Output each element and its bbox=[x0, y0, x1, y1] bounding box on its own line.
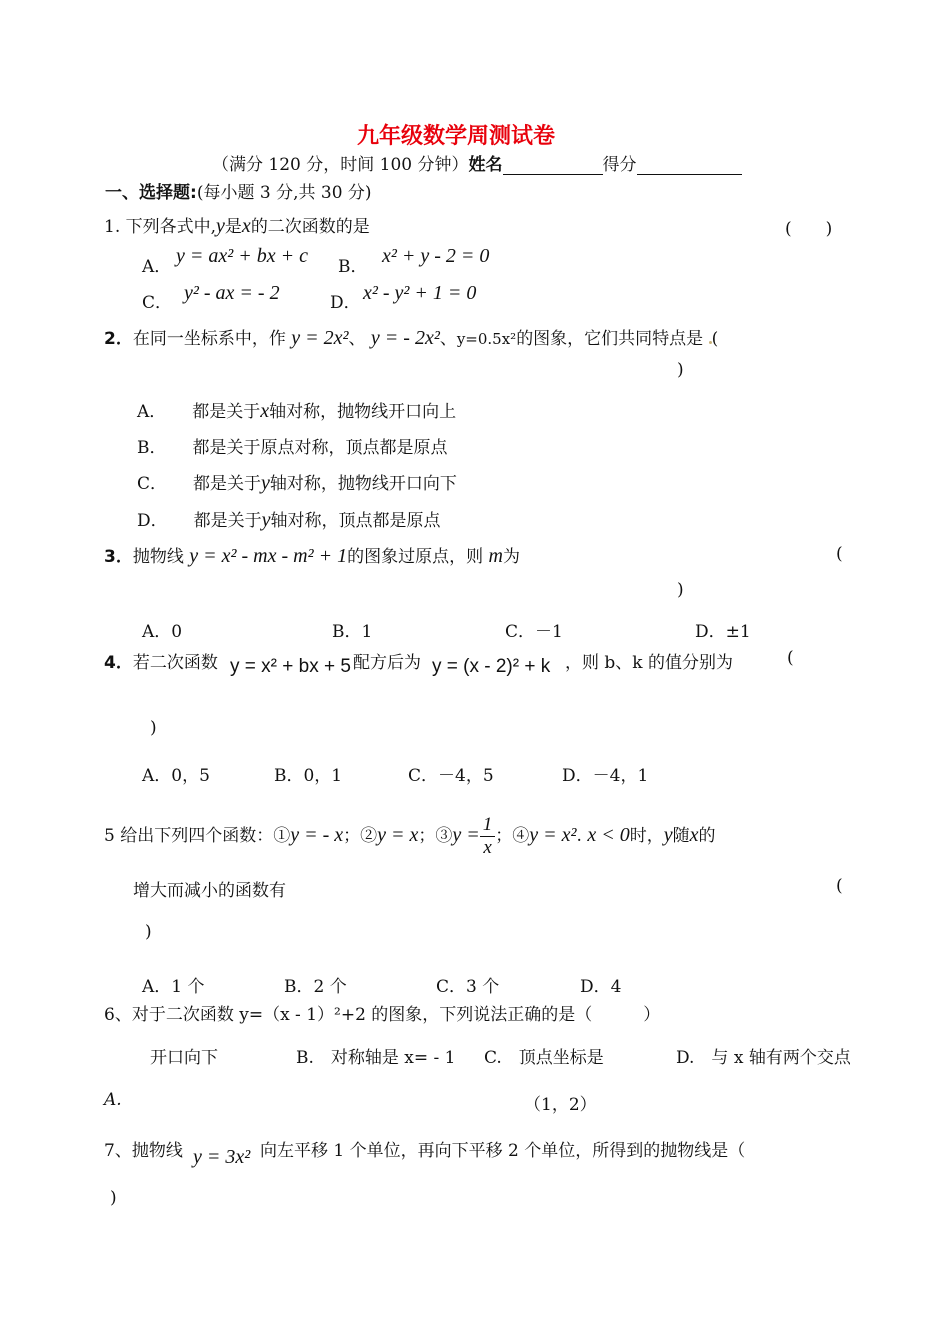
q2-option-d-label: D． bbox=[137, 511, 168, 531]
q2-paren-close[interactable]: ) bbox=[677, 360, 684, 380]
q2-option-c-var: y bbox=[261, 472, 270, 494]
q6-option-b[interactable]: B. 对称轴是 x= - 1 bbox=[296, 1048, 456, 1068]
q3-stem-c: 为 bbox=[502, 547, 520, 567]
q1-is: 是 bbox=[224, 217, 242, 237]
q2-option-b-text: 都是关于原点对称，顶点都是原点 bbox=[192, 438, 448, 458]
q2-sep-1: 、 bbox=[348, 329, 366, 349]
q1-option-c-label: C． bbox=[142, 293, 173, 313]
q2-option-b-label: B． bbox=[137, 438, 167, 458]
q1-option-b[interactable]: x² + y - 2 = 0 bbox=[382, 245, 490, 267]
q4-stem-a: 若二次函数 bbox=[132, 653, 218, 673]
q3-option-a[interactable]: A．0 bbox=[142, 622, 183, 642]
q3-var-m: m bbox=[488, 545, 503, 567]
q2-paren-open[interactable]: ( bbox=[711, 329, 719, 349]
q5-fraction-denominator: x bbox=[483, 837, 492, 858]
question-5-stem bbox=[104, 814, 716, 859]
q2-option-b[interactable] bbox=[137, 433, 448, 458]
q2-option-c-text-b: 轴对称，抛物线开口向下 bbox=[269, 474, 457, 494]
q4-formula-1: y = x² + bx + 5 bbox=[230, 656, 351, 677]
q4-formula-2: y = (x - 2)² + k bbox=[432, 656, 551, 677]
q3-formula: y = x² - mx - m² + 1 bbox=[189, 545, 348, 567]
q2-option-a-text-b: 轴对称，抛物线开口向上 bbox=[269, 402, 457, 422]
score-label: 得分 bbox=[602, 155, 637, 175]
q3-paren-open[interactable]: ( bbox=[836, 544, 843, 564]
q5-stem-c: 随 bbox=[672, 826, 690, 846]
question-1-stem bbox=[104, 212, 370, 238]
q2-option-a-var: x bbox=[260, 400, 270, 422]
question-4-stem bbox=[104, 648, 218, 673]
q3-stem-a: 抛物线 bbox=[132, 547, 184, 567]
q3-option-d[interactable]: D．±1 bbox=[695, 622, 751, 642]
q7-paren-close[interactable]: ) bbox=[110, 1188, 117, 1208]
q5-sep-4: ；④ bbox=[495, 826, 530, 846]
q2-sep-2: 、 bbox=[439, 329, 457, 349]
q2-option-c-label: C． bbox=[137, 474, 168, 494]
page-title: 九年级数学周测试卷 bbox=[357, 124, 556, 149]
q5-fraction-numerator: 1 bbox=[480, 814, 496, 837]
q6-option-a-label: A. bbox=[104, 1090, 122, 1110]
q1-option-a[interactable]: y = ax² + bx + c bbox=[176, 245, 308, 267]
q1-answer-paren[interactable]: ( ) bbox=[785, 219, 833, 239]
q1-var-x: x bbox=[241, 215, 251, 237]
q5-sep-3: ；③ bbox=[418, 826, 453, 846]
q4-stem-b: 配方后为 bbox=[353, 653, 421, 673]
q5-sep-5: . bbox=[576, 826, 582, 846]
q1-option-a-label: A． bbox=[142, 257, 172, 277]
q4-option-b[interactable]: B．0，1 bbox=[274, 766, 343, 786]
q2-formula-3: y=0.5x² bbox=[456, 330, 517, 348]
q6-option-c[interactable]: C. 顶点坐标是 bbox=[484, 1048, 604, 1068]
exam-subtitle: （满分 120 分，时间 100 分钟） bbox=[212, 155, 469, 175]
q2-option-a-text-a: 都是关于 bbox=[192, 402, 261, 422]
q5-paren-open[interactable]: ( bbox=[836, 876, 843, 896]
q6-option-c-value: （1，2） bbox=[524, 1095, 597, 1115]
q2-option-d[interactable] bbox=[137, 506, 441, 532]
q3-option-b[interactable]: B．1 bbox=[332, 622, 373, 642]
q2-option-c[interactable] bbox=[137, 469, 457, 495]
q2-option-a-label: A． bbox=[137, 402, 167, 422]
q4-option-d[interactable]: D．－4，1 bbox=[562, 766, 649, 786]
q5-stem-b: 时， bbox=[629, 826, 664, 846]
q2-option-d-text-a: 都是关于 bbox=[193, 511, 262, 531]
q6-option-d[interactable]: D. 与 x 轴有两个交点 bbox=[676, 1048, 851, 1068]
score-blank[interactable] bbox=[637, 156, 742, 175]
q2-option-d-text-b: 轴对称，顶点都是原点 bbox=[270, 511, 441, 531]
q5-sep-2: ；② bbox=[343, 826, 378, 846]
q2-stem-b: 的图象，它们共同特点是 bbox=[516, 329, 704, 349]
q2-stem-a: 在同一坐标系中，作 bbox=[132, 329, 286, 349]
q5-formula-2: y = x bbox=[377, 824, 419, 846]
q2-num: 2． bbox=[104, 329, 133, 349]
q2-option-c-text-a: 都是关于 bbox=[193, 474, 262, 494]
section-note: (每小题 3 分,共 30 分) bbox=[196, 183, 372, 203]
q6-option-a-text[interactable]: 开口向下 bbox=[150, 1048, 218, 1068]
q2-formula-2: y = - 2x² bbox=[370, 327, 440, 349]
q5-condition: x < 0 bbox=[587, 824, 630, 846]
q1-stem-a: 1. 下列各式中, bbox=[104, 217, 217, 237]
q1-option-d[interactable]: x² - y² + 1 = 0 bbox=[363, 282, 477, 304]
q4-num: 4． bbox=[104, 653, 133, 673]
q4-paren-open[interactable]: ( bbox=[787, 648, 794, 668]
q5-option-c[interactable]: C．3 个 bbox=[436, 977, 500, 997]
question-3-stem bbox=[104, 542, 520, 568]
name-blank[interactable] bbox=[503, 156, 603, 175]
q7-stem: 向左平移 1 个单位，再向下平移 2 个单位，所得到的抛物线是（ bbox=[260, 1141, 746, 1161]
q4-option-c[interactable]: C．－4，5 bbox=[408, 766, 494, 786]
q5-option-b[interactable]: B．2 个 bbox=[284, 977, 347, 997]
q1-option-c[interactable]: y² - ax = - 2 bbox=[184, 282, 280, 304]
q7-formula: y = 3x² bbox=[193, 1146, 251, 1168]
q5-var-y: y bbox=[663, 824, 673, 846]
question-6-stem: 6、对于二次函数 y=（x - 1）²+2 的图象，下列说法正确的是（ ） bbox=[104, 1005, 661, 1025]
q5-formula-1: y = - x bbox=[290, 824, 344, 846]
q3-option-c[interactable]: C．－1 bbox=[505, 622, 563, 642]
q5-stem-line2: 增大而减小的函数有 bbox=[133, 881, 286, 901]
q5-option-d[interactable]: D．4 bbox=[580, 977, 622, 997]
q2-option-a[interactable] bbox=[137, 397, 456, 423]
q4-stem-c: ，则 b、k 的值分别为 bbox=[565, 653, 733, 673]
q1-var-y: y bbox=[216, 215, 225, 237]
q1-option-d-label: D． bbox=[330, 293, 361, 313]
q1-option-b-label: B． bbox=[338, 257, 368, 277]
exam-info bbox=[212, 150, 742, 175]
q5-stem-d: 的 bbox=[698, 826, 716, 846]
section-title: 一、选择题: bbox=[105, 183, 197, 203]
section-heading bbox=[105, 178, 372, 203]
q2-formula-1: y = 2x² bbox=[291, 327, 349, 349]
name-label: 姓名 bbox=[468, 155, 503, 175]
q5-formula-3-fraction bbox=[480, 814, 496, 859]
q3-paren-close[interactable]: ) bbox=[677, 580, 684, 600]
q5-formula-3-lhs: y = bbox=[452, 824, 480, 846]
q5-formula-4: y = x² bbox=[529, 824, 577, 846]
q5-var-x: x bbox=[689, 824, 699, 846]
q1-stem-b: 的二次函数的是 bbox=[250, 217, 370, 237]
q4-option-a[interactable]: A．0，5 bbox=[142, 766, 210, 786]
q2-option-d-var: y bbox=[261, 509, 271, 531]
q3-num: 3． bbox=[104, 547, 133, 567]
question-7-num: 7、抛物线 bbox=[104, 1141, 183, 1161]
q3-stem-b: 的图象过原点，则 bbox=[347, 547, 484, 567]
q4-paren-close[interactable]: ) bbox=[150, 718, 157, 738]
q5-paren-close[interactable]: ) bbox=[145, 922, 152, 942]
q5-stem-a: 5 给出下列四个函数：① bbox=[104, 826, 291, 846]
question-2-stem bbox=[104, 324, 718, 350]
q5-option-a[interactable]: A．1 个 bbox=[142, 977, 205, 997]
